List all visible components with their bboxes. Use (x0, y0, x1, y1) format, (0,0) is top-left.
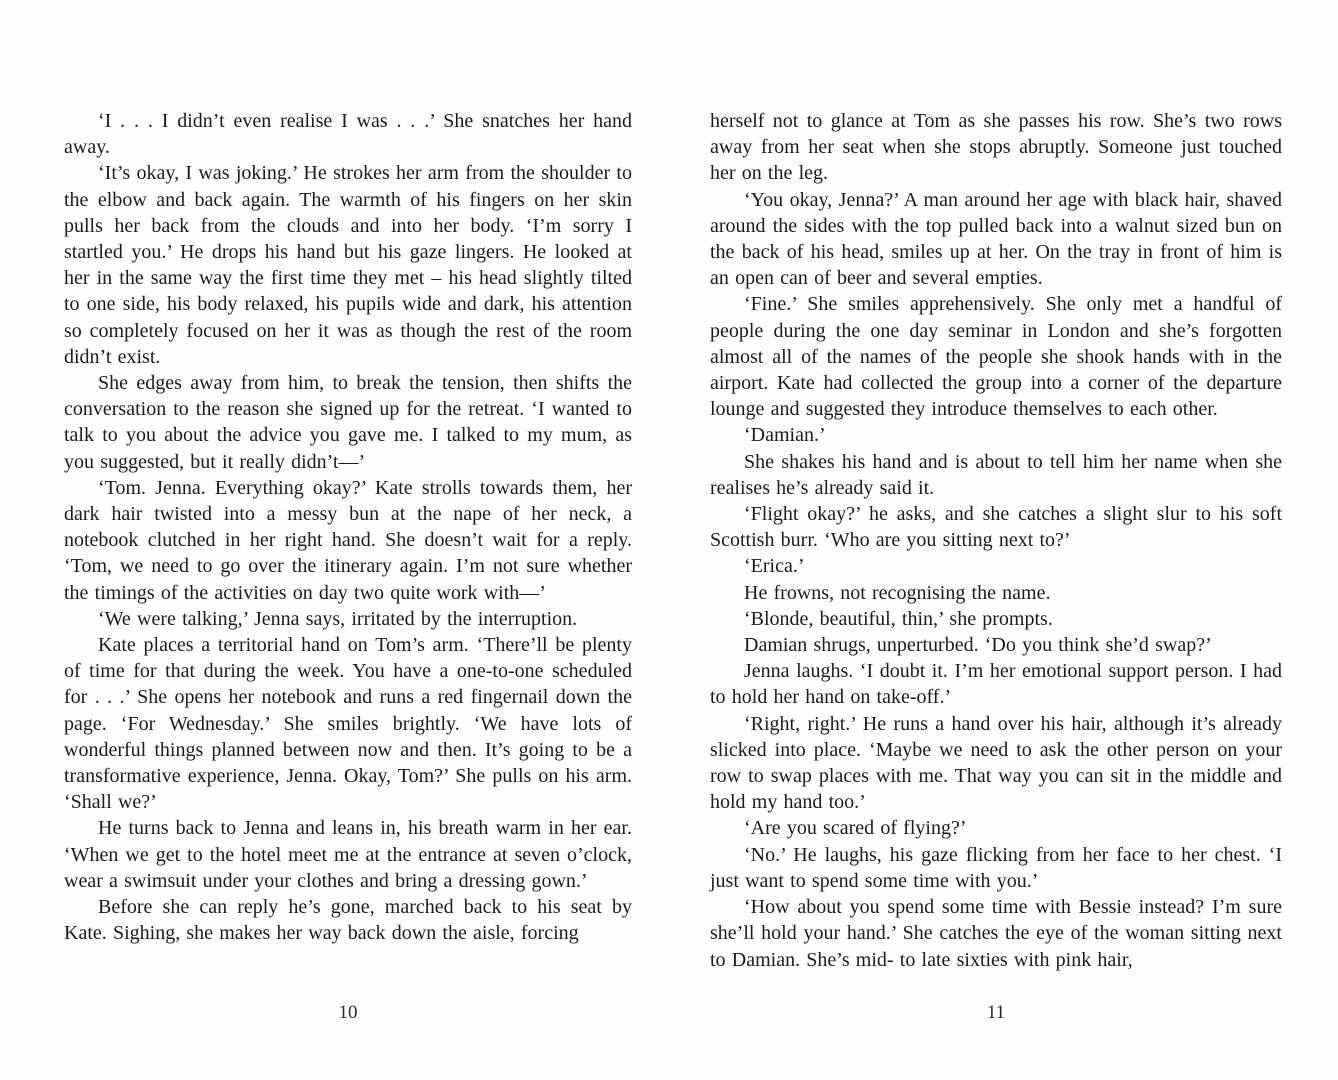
paragraph: She edges away from him, to break the tension, then shifts the conversation to the reason she signed up for the retreat. ‘I wanted to talk to you about the advice you gave me. I talked to my mum, as you suggested, but it really didn’t—’ (64, 372, 632, 473)
paragraph: ‘Damian.’ (744, 424, 826, 447)
page-right-text (710, 108, 1282, 973)
paragraph: He turns back to Jenna and leans in, his breath warm in her ear. ‘When we get to the hotel meet me at the entrance at seven o’clock, wear a swimsuit under your clothes and bring a dressing gown.’ (64, 817, 632, 892)
paragraph: ‘No.’ He laughs, his gaze flicking from her face to her chest. ‘I just want to spend some time with you.’ (710, 843, 1282, 892)
page-number-left: 10 (338, 1002, 358, 1023)
paragraph: ‘I . . . I didn’t even realise I was . . .’ She snatches her hand away. (64, 110, 632, 159)
paragraph: Before she can reply he’s gone, marched back to his seat by Kate. Sighing, she makes her way back down the aisle, forcing (64, 896, 632, 945)
paragraph: ‘Fine.’ She smiles apprehensively. She only met a handful of people during the one day seminar in London and she’s forgotten almost all of the names of the people she shook hands with in the airport. Kate had collected the group into a corner of the departure lounge and suggested they introduce themselves to each other. (710, 293, 1282, 421)
paragraph: ‘Flight okay?’ he asks, and she catches a slight slur to his soft Scottish burr. ‘Who are you sitting next to?’ (710, 503, 1282, 552)
paragraph: ‘Erica.’ (744, 555, 805, 578)
paragraph: ‘You okay, Jenna?’ A man around her age with black hair, shaved around the sides with the top pulled back into a walnut sized bun on the back of his head, smiles up at her. On the tray in front of him is an open can of beer and several empties. (710, 188, 1282, 290)
paragraph: Damian shrugs, unperturbed. ‘Do you think she’d swap?’ (744, 634, 1212, 657)
paragraph: ‘Are you scared of flying?’ (744, 817, 967, 840)
paragraph: Kate places a territorial hand on Tom’s arm. ‘There’ll be plenty of time for that during the week. You have a one-to-one scheduled for . . .’ She opens her notebook and runs a red fingernail down the page. ‘For Wednesday.’ She smiles brightly. ‘We have lots of wonderful things planned between now and then. It’s going to be a transformative experience, Jenna. Okay, Tom?’ She pulls on his arm. ‘Shall we?’ (64, 634, 632, 814)
paragraph: He frowns, not recognising the name. (744, 581, 1051, 604)
paragraph: ‘Right, right.’ He runs a hand over his hair, although it’s already slicked into place. ‘Maybe we need to ask the other person on your row to swap places with me. That way you can sit in the middle and hold my hand too.’ (710, 712, 1282, 814)
paragraph: ‘We were talking,’ Jenna says, irritated by the interruption. (98, 607, 578, 630)
paragraph: ‘It’s okay, I was joking.’ He strokes her arm from the shoulder to the elbow and back again. The warmth of his fingers on her skin pulls her back from the clouds and into her body. ‘I’m sorry I startled you.’ He drops his hand but his gaze lingers. He looked at her in the same way the first time they met – his head slightly tilted to one side, his body relaxed, his pupils wide and dark, his attention so completely focused on her it was as though the rest of the room didn’t exist. (64, 162, 632, 368)
paragraph: ‘How about you spend some time with Bessie instead? I’m sure she’ll hold your hand.’ She catches the eye of the woman sitting next to Damian. She’s mid- to late sixties with pink hair, (710, 896, 1282, 971)
paragraph: ‘Tom. Jenna. Everything okay?’ Kate strolls towards them, her dark hair twisted into a messy bun at the nape of her neck, a notebook clutched in her right hand. She doesn’t wait for a reply. ‘Tom, we need to go over the itinerary again. I’m not sure whether the timings of the activities on day two quite work with—’ (64, 476, 632, 604)
paragraph: Jenna laughs. ‘I doubt it. I’m her emotional support person. I had to hold her hand on take-off.’ (710, 660, 1282, 709)
page-left-text (64, 108, 632, 947)
page-number-right: 11 (986, 1002, 1006, 1023)
paragraph: She shakes his hand and is about to tell him her name when she realises he’s already said it. (710, 450, 1282, 499)
paragraph: herself not to glance at Tom as she passes his row. She’s two rows away from her seat when she stops abruptly. Someone just touched her on the leg. (710, 110, 1282, 185)
paragraph: ‘Blonde, beautiful, thin,’ she prompts. (744, 607, 1053, 630)
